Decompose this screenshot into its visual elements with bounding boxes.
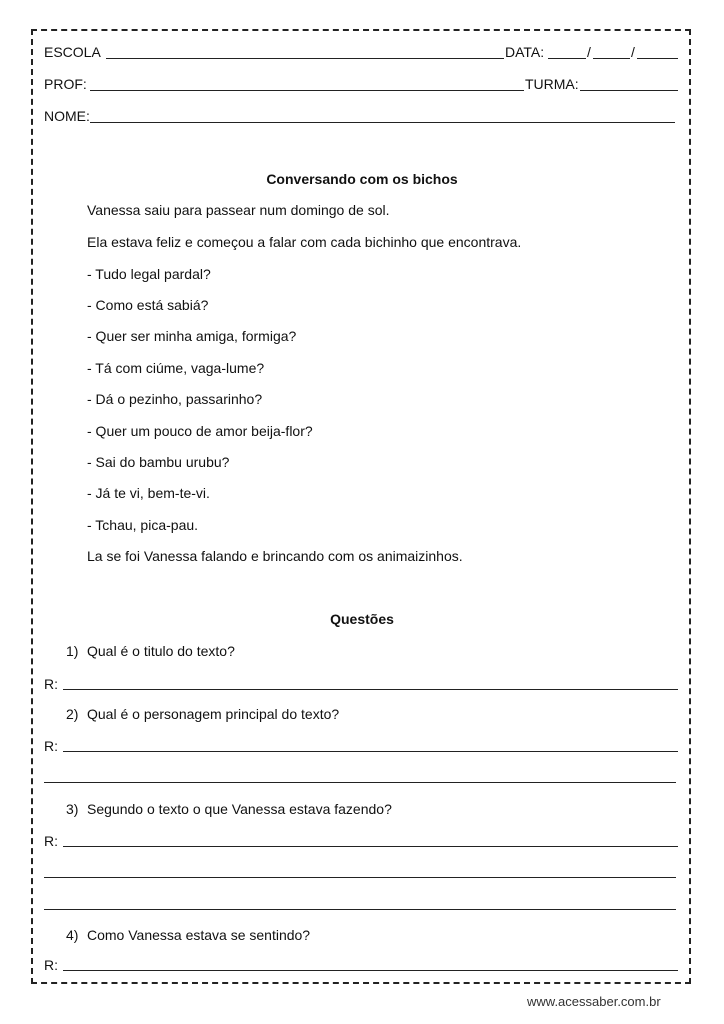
story-line: Ela estava feliz e começou a falar com cada bichinho que encontrava. (87, 234, 522, 250)
answer-line[interactable] (63, 970, 678, 971)
question-text: Qual é o titulo do texto? (87, 643, 235, 659)
story-title: Conversando com os bichos (266, 171, 458, 187)
question-number: 4) (66, 927, 79, 943)
date-separator: / (587, 44, 591, 60)
question-text: Como Vanessa estava se sentindo? (87, 927, 311, 943)
class-field[interactable] (580, 90, 678, 91)
question-text: Segundo o texto o que Vanessa estava fazendo? (87, 801, 392, 817)
footer-website: www.acessaber.com.br (527, 994, 661, 1009)
story-line: - Tá com ciúme, vaga-lume? (87, 360, 265, 376)
name-field[interactable] (90, 122, 675, 123)
date-day-field[interactable] (548, 58, 586, 59)
school-field[interactable] (106, 58, 504, 59)
story-line: - Tchau, pica-pau. (87, 517, 199, 533)
story-line: - Já te vi, bem-te-vi. (87, 485, 210, 501)
answer-label: R: (44, 833, 58, 849)
answer-line[interactable] (44, 877, 676, 878)
story-line: - Tudo legal pardal? (87, 266, 211, 282)
story-line: - Quer um pouco de amor beija-flor? (87, 423, 313, 439)
story-line: - Sai do bambu urubu? (87, 454, 230, 470)
date-separator: / (631, 44, 635, 60)
answer-line[interactable] (63, 689, 678, 690)
question-number: 3) (66, 801, 79, 817)
story-line: La se foi Vanessa falando e brincando com os animaizinhos. (87, 548, 463, 564)
answer-line[interactable] (63, 751, 678, 752)
date-label: DATA: (505, 44, 545, 60)
answer-label: R: (44, 738, 58, 754)
class-label: TURMA: (525, 76, 579, 92)
school-label: ESCOLA (44, 44, 101, 60)
name-label: NOME: (44, 108, 90, 124)
questions-title: Questões (330, 611, 394, 627)
answer-line[interactable] (63, 846, 678, 847)
story-line: - Quer ser minha amiga, formiga? (87, 328, 297, 344)
teacher-field[interactable] (90, 90, 524, 91)
answer-label: R: (44, 676, 58, 692)
story-line: - Dá o pezinho, passarinho? (87, 391, 263, 407)
story-line: - Como está sabiá? (87, 297, 209, 313)
date-year-field[interactable] (637, 58, 678, 59)
answer-line[interactable] (44, 782, 676, 783)
question-number: 1) (66, 643, 79, 659)
date-month-field[interactable] (593, 58, 630, 59)
question-number: 2) (66, 706, 79, 722)
story-line: Vanessa saiu para passear num domingo de sol. (87, 202, 390, 218)
teacher-label: PROF: (44, 76, 87, 92)
answer-line[interactable] (44, 909, 676, 910)
answer-label: R: (44, 957, 58, 973)
question-text: Qual é o personagem principal do texto? (87, 706, 340, 722)
